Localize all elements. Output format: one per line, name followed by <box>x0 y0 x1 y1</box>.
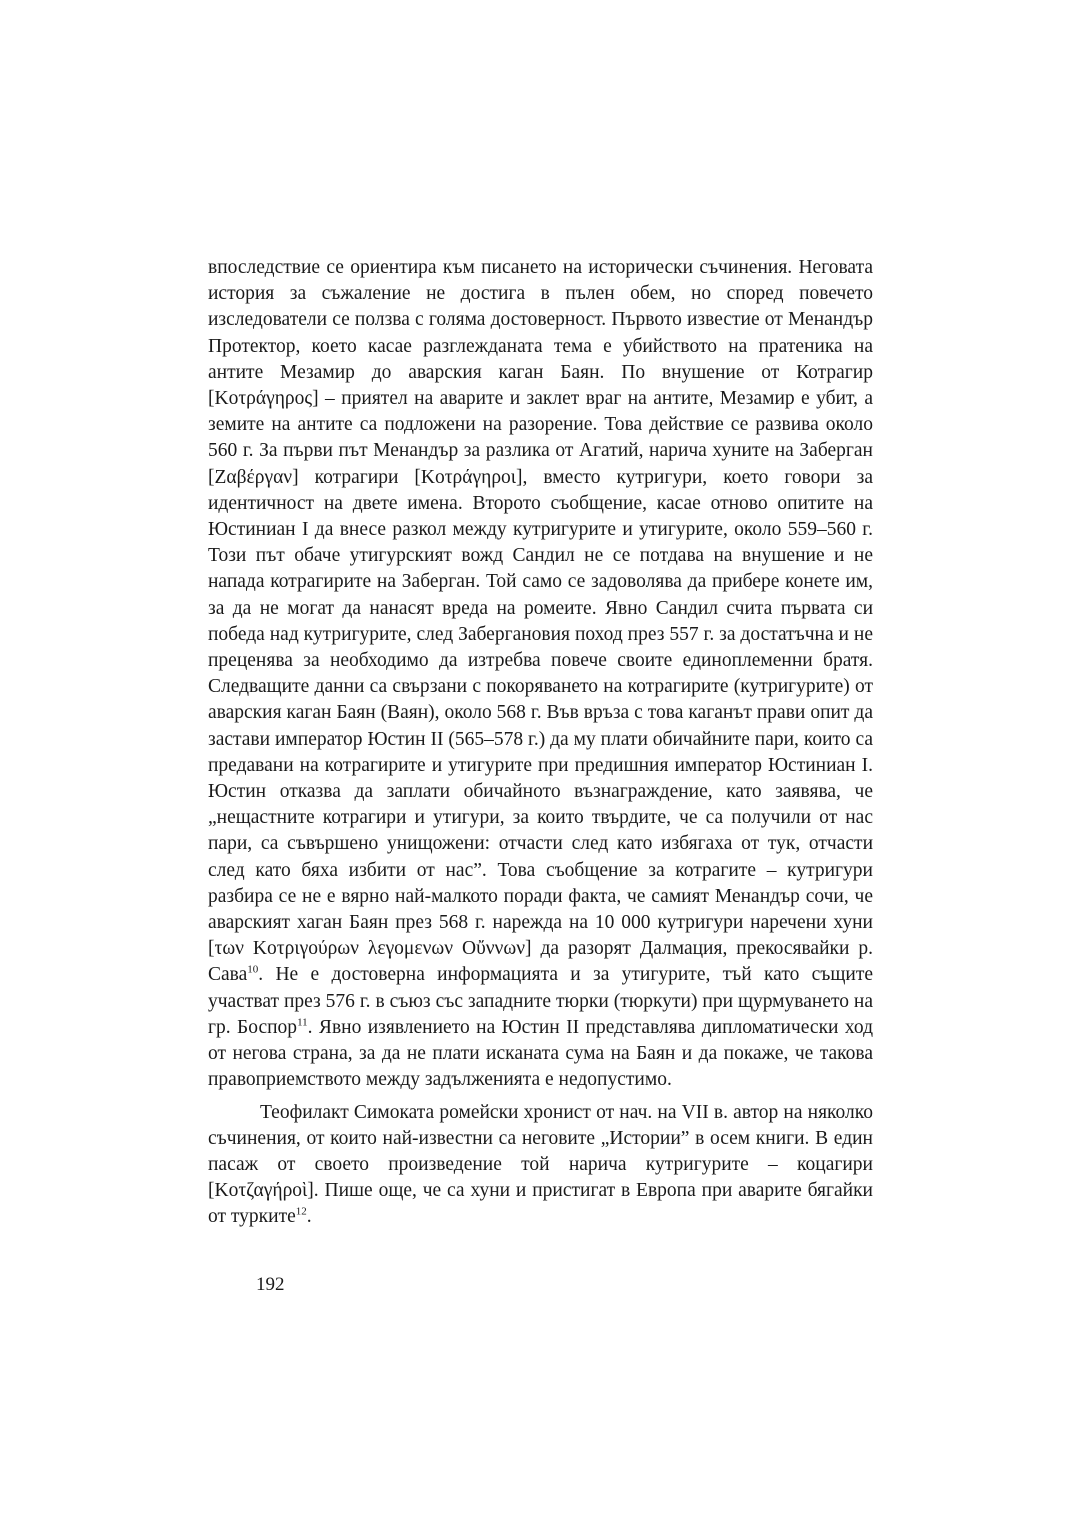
footnote-ref-10: 10 <box>247 963 259 976</box>
paragraph-2-text: Теофилакт Симоката ромейски хронист от нач. на VII в. автор на няколко съчинения, от които най-известни са неговите „Истории” в осем книги. В един пасаж от своето произведение той нарича кутригурите – коцагири [Κοτζαγήροὶ]. Пише още, че са хуни и пристигат в Европа при аварите бягайки от турките <box>208 1101 873 1228</box>
body-text <box>208 255 873 1231</box>
paragraph-1 <box>208 255 873 1094</box>
footnote-ref-12: 12 <box>295 1205 307 1218</box>
paragraph-1-text-a: впоследствие се ориентира към писането на исторически съчинения. Неговата история за съжаление не достига в пълен обем, но според повечето изследователи се ползва с голяма достоверност. Първото известие от Менандър Протектор, което касае разглежданата тема е убийството на пратеника на антите Мезамир до аварския каган Баян. По внушение от Котрагир [Κοτράγηρος] – приятел на аварите и заклет враг на антите, Мезамир е убит, а земите на антите са подложени на разорение. Това действие се развива около 560 г. За първи път Менандър за разлика от Агатий, нарича хуните на Заберган [Ζαβέργαν] котрагири [Κοτράγηροι], вместо кутригури, което говори за идентичност на двете имена. Второто съобщение, касае отново опитите на Юстиниан I да внесе разкол между кутригурите и утигурите, около 559–560 г. Този път обаче утигурският вожд Сандил не се потдава на внушение и не напада котрагирите на Заберган. Той само се задоволява да прибере конете им, за да не могат да нанасят вреда на ромеите. Явно Сандил счита първата си победа над кутригурите, след Забергановия поход през 557 г. за достатъчна и не преценява за необходимо да изтребва повече своите единоплеменни братя. Следващите данни са свързани с покоряването на котрагирите (кутригурите) от аварския каган Баян (Ваян), около 568 г. Във връза с това каганът прави опит да застави император Юстин II (565–578 г.) да му плати обичайните пари, които са предавани на котрагирите и утигурите при предишния император Юстиниан I. Юстин отказва да заплати обичайното възнаграждение, като заявява, че „нещастните котрагири и утигури, за които твърдите, че са получили от нас пари, са съвършено унищожени: отчасти след като избягаха от тук, отчасти след като бяха избити от нас”. Това съобщение за котрагите – кутригури разбира се не е вярно най-малкото поради факта, че самият Менандър сочи, че аварският хаган Баян през 568 г. нарежда на 10 000 кутригури наречени хуни [των Κοτριγούρων λεγομενων Οὔννων] да разорят Далмация, прекосявайки р. Сава <box>208 257 873 986</box>
paragraph-1-text-b: . Не е достоверна информацията и за утигурите, тъй като същите участват през 576 г. в съюз със западните тюрки (тюркути) при щурмуването на гр. Боспор <box>208 964 873 1038</box>
paragraph-1-text-c: . Явно изявлението на Юстин II представлява дипломатически ход от негова страна, за да не плати исканата сума на Баян и да покаже, че такова правоприемството между задълженията е недопустимо. <box>208 1016 873 1091</box>
footnote-ref-11: 11 <box>297 1016 308 1029</box>
page-number: 192 <box>256 1274 285 1295</box>
paragraph-2-tail: . <box>306 1206 312 1228</box>
paragraph-2 <box>208 1100 873 1231</box>
